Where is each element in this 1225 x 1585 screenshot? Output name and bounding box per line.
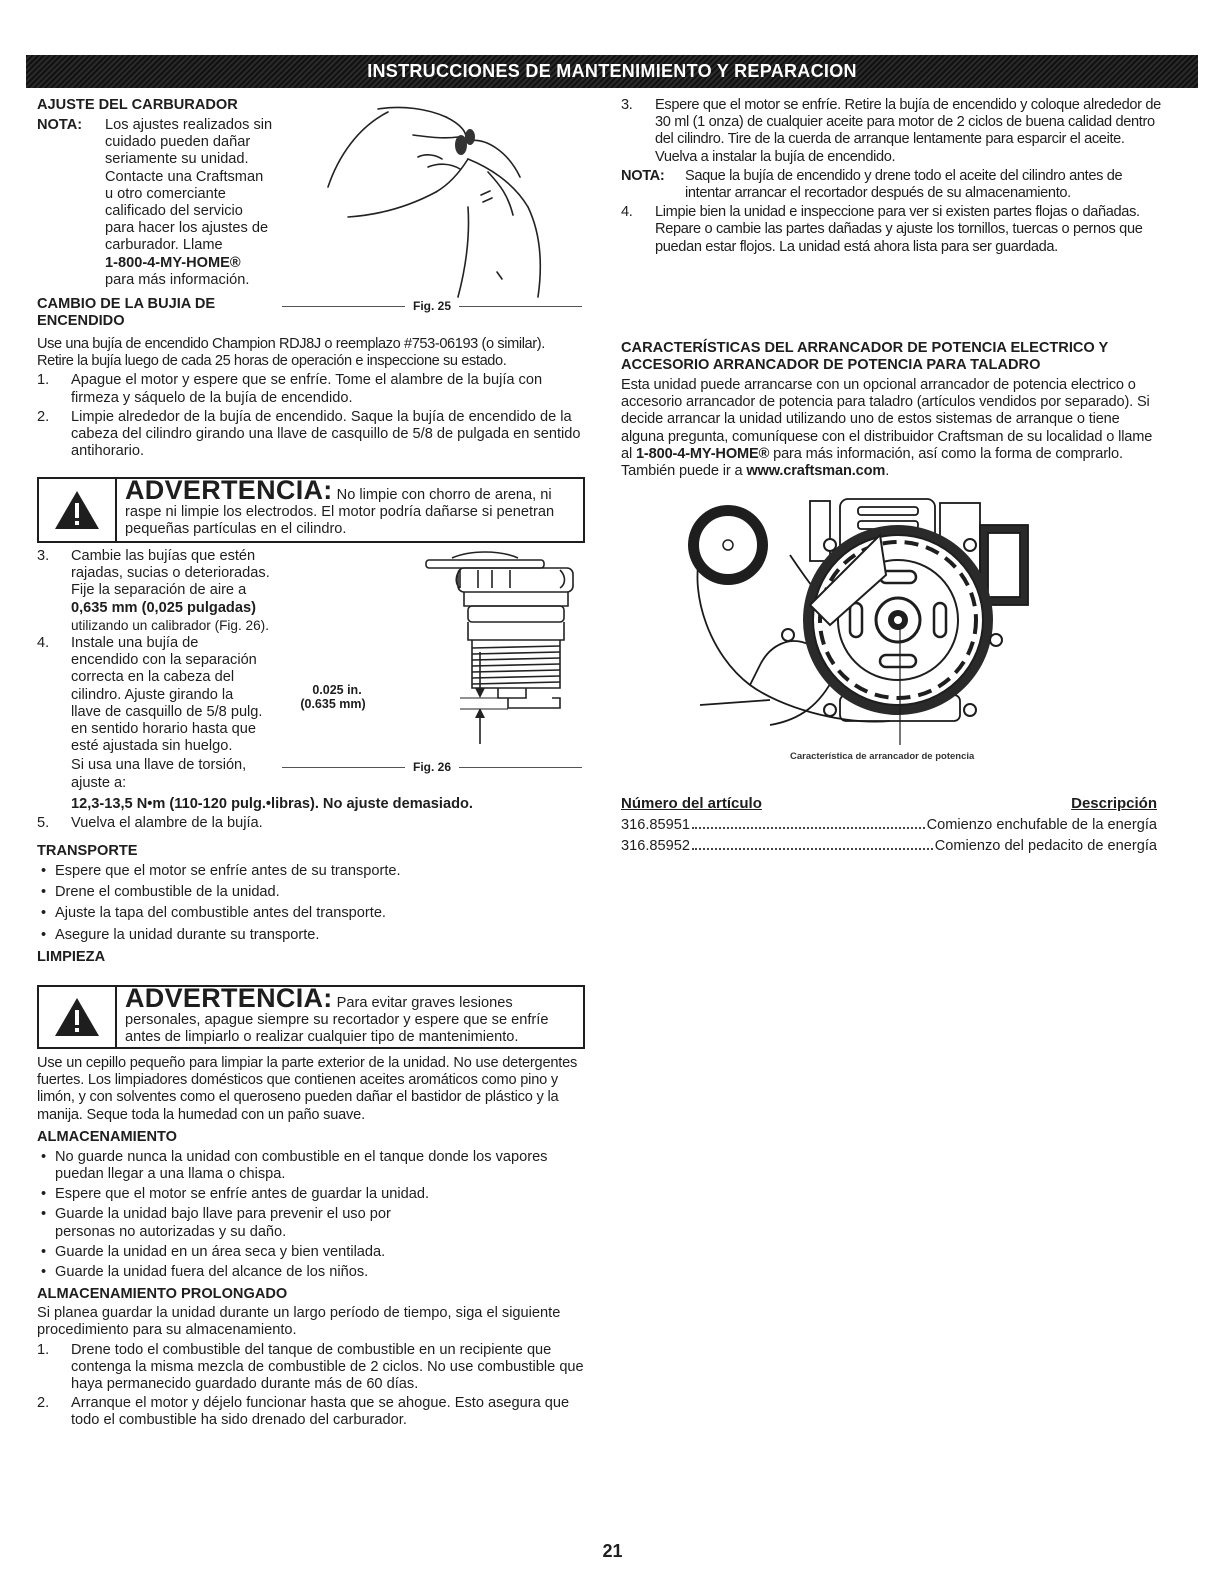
step3-line: Cambie las bujías que estén — [71, 548, 256, 564]
step4-line: en sentido horario hasta que — [71, 721, 256, 738]
fig26-caption — [282, 759, 582, 776]
limpieza-heading: LIMPIEZA — [37, 948, 106, 965]
warning-box-electrodes — [37, 477, 585, 543]
note-text: Saque la bujía de encendido y drene todo el aceite del cilindro antes de intentar arrancar el recortador después de su almacenamiento. — [685, 167, 1123, 202]
spark-plug-illustration — [380, 548, 580, 753]
list-item: • Guarde la unidad en un área seca y bien ventilada. — [37, 1244, 585, 1261]
parts-col-description: Descripción — [1071, 795, 1157, 812]
carb-note-line: Contacte una Craftsman — [105, 168, 264, 185]
part-number: 316.85952 — [621, 838, 690, 855]
step4-line: correcta en la cabeza del — [71, 669, 235, 686]
step-text: Drene todo el combustible del tanque de combustible en un recipiente que contenga la misma mezcla de combustible de 2 ciclos. No use combustible que haya permanecido guardado durante más de 60 días. — [71, 1341, 584, 1393]
step-text: Vuelva el alambre de la bujía. — [71, 815, 263, 832]
starter-body — [621, 377, 1161, 480]
gap-inches: 0.025 in. — [312, 683, 362, 697]
step4-line: llave de casquillo de 5/8 pulg. — [71, 703, 263, 720]
carb-note-line: cuidado pueden dañar — [105, 134, 251, 151]
bujia-torque-and-step5 — [37, 796, 585, 832]
step-text: Limpie bien la unidad e inspeccione para ver si existen partes flojas o dañadas. Repare o cambie las partes dañadas y ajuste los tornillos, tuercas o pernos que puedan estar flojos. La unidad está ahora lista para ser guardada. — [655, 204, 1143, 255]
leader-dots — [692, 848, 933, 850]
bujia-heading-line2: ENCENDIDO — [37, 313, 125, 329]
storage-step-3 — [621, 97, 1161, 166]
prolongado-step — [37, 1342, 585, 1394]
section-banner: INSTRUCCIONES DE MANTENIMIENTO Y REPARACION — [26, 55, 1198, 88]
list-item: • Ajuste la tapa del combustible antes del transporte. — [37, 905, 585, 922]
list-item: • Espere que el motor se enfríe antes de guardar la unidad. — [37, 1186, 585, 1203]
warning-icon — [39, 479, 117, 541]
warning-title: ADVERTENCIA: — [125, 475, 333, 505]
gap-mm: (0.635 mm) — [300, 697, 366, 711]
gap-label — [302, 683, 372, 711]
step-text: Arranque el motor y déjelo funcionar hasta que se ahogue. Esto asegura que todo el combustible ha sido drenado del carburador. — [71, 1395, 570, 1429]
starter-body-a: Esta unidad puede arrancarse con un opcional arrancador de potencia electrico o accesorio arrancador de potencia para taladro (artículos vendidos por separado). Si decide arrancar la unidad utilizando uno de estos sistemas de arranque o tiene alguna pregunta, comuníquese con el distribuidor Craftsman de su localidad o llame al — [621, 377, 1153, 462]
leader-dots — [692, 827, 925, 829]
carb-section — [37, 97, 337, 289]
torque-spec: 12,3-13,5 N•m (110-120 pulg.•libras). No ajuste demasiado. — [71, 796, 473, 812]
list-item: • Espere que el motor se enfríe antes de su transporte. — [37, 863, 585, 880]
step4-line: cilindro. Ajuste girando la — [71, 686, 234, 703]
starter-heading-line1: CARACTERÍSTICAS DEL ARRANCADOR DE POTENCIA ELECTRICO Y — [621, 340, 1109, 356]
carb-note-line: carburador. Llame — [105, 237, 223, 254]
starter-section — [621, 340, 1161, 480]
carb-note-line: u otro comerciante — [105, 185, 226, 202]
warning-text-block — [117, 983, 583, 1047]
limpieza-text: Use un cepillo pequeño para limpiar la parte exterior de la unidad. No use detergentes fuertes. Los limpiadores domésticos que contienen aceites aromáticos como pino y limón, y con solventes como el queroseno pueden dañar el bastidor de plástico y la manija. Seque toda la humedad con un paño suave. — [37, 1055, 578, 1123]
bujia-step — [37, 409, 585, 461]
bujia-step-3 — [37, 548, 307, 634]
step-number: 1. — [37, 372, 50, 389]
fig25-caption — [282, 298, 582, 315]
bujia-step-4 — [37, 635, 307, 792]
bujia-heading-line1: CAMBIO DE LA BUJIA DE — [37, 296, 216, 312]
table-row — [621, 838, 1157, 855]
prolongado-heading: ALMACENAMIENTO PROLONGADO — [37, 1286, 288, 1303]
warning-text-block — [117, 475, 583, 541]
storage-note — [621, 168, 1161, 202]
power-starter-illustration — [680, 495, 1040, 750]
step-number: 3. — [37, 548, 50, 564]
step-text: Limpie alrededor de la bujía de encendido. Saque la bujía de encendido de la cabeza del cilindro girando una llave de casquillo de 5/8 de pulgada en sentido antihorario. — [71, 408, 581, 460]
note-label: NOTA: — [621, 167, 665, 184]
parts-col-number: Número del artículo — [621, 795, 762, 812]
warning-title: ADVERTENCIA: — [125, 983, 333, 1013]
step-number: 5. — [37, 815, 50, 832]
carb-heading: AJUSTE DEL CARBURADOR — [37, 97, 238, 113]
fig25-label: Fig. 25 — [413, 299, 452, 313]
starter-phone: 1-800-4-MY-HOME® — [635, 445, 770, 462]
torque-line: ajuste a: — [71, 774, 127, 791]
list-item: • Drene el combustible de la unidad. — [37, 884, 585, 901]
bujia-body — [37, 336, 585, 460]
right-top — [621, 97, 1161, 256]
starter-caption: Característica de arrancador de potencia — [790, 751, 975, 762]
page-number: 21 — [602, 1541, 623, 1561]
almacenamiento-heading: ALMACENAMIENTO — [37, 1128, 177, 1145]
step4-line: Instale una bujía de — [71, 635, 199, 652]
parts-table — [621, 795, 1157, 856]
carb-phone: 1-800-4-MY-HOME® — [105, 254, 241, 271]
limpieza-body — [37, 1055, 585, 1430]
storage-step-4 — [621, 204, 1161, 256]
starter-web: www.craftsman.com — [746, 463, 886, 480]
prolongado-step — [37, 1395, 585, 1429]
carb-note-line: para hacer los ajustes de — [105, 220, 269, 237]
bujia-step — [37, 372, 585, 406]
step-number: 3. — [621, 97, 633, 113]
step-number: 2. — [37, 1395, 50, 1412]
step-text: Apague el motor y espere que se enfríe. Tome el alambre de la bujía con firmeza y sáquelo de la bujía de encendido. — [71, 372, 543, 406]
carb-note-line: seriamente su unidad. — [105, 151, 249, 168]
part-description: Comienzo enchufable de la energía — [926, 817, 1157, 834]
transporte-section — [37, 843, 585, 966]
transporte-heading: TRANSPORTE — [37, 843, 138, 859]
part-description: Comienzo del pedacito de energía — [934, 838, 1157, 855]
list-item: • Guarde la unidad bajo llave para prevenir el uso por personas no autorizadas y su daño. — [37, 1206, 585, 1240]
carb-note-line: Los ajustes realizados sin — [105, 117, 273, 133]
step4-line: esté ajustada sin huelgo. — [71, 738, 233, 755]
carb-tail: para más información. — [105, 271, 250, 288]
step3-tail: utilizando un calibrador (Fig. 26). — [71, 617, 269, 633]
step3-line: rajadas, sucias o deterioradas. — [71, 565, 270, 582]
bujia-steps-3-4 — [37, 548, 307, 792]
warning-text: Para evitar graves lesiones personales, apague siempre su recortador y espere que se enfríe antes de limpiarlo o realizar cualquier tipo de mantenimiento. — [125, 995, 549, 1046]
warning-text: No limpie con chorro de arena, ni raspe ni limpie los electrodos. El motor podría dañarse si penetran pequeñas partículas en el cilindro. — [125, 487, 555, 538]
bujia-intro: Use una bujía de encendido Champion RDJ8J o reemplazo #753-06193 (o similar). Retire la bujía luego de cada 25 horas de operación e inspeccione su estado. — [37, 336, 545, 370]
step-number: 2. — [37, 408, 50, 425]
step-number: 4. — [37, 635, 50, 652]
table-row — [621, 817, 1157, 834]
torque-line: Si usa una llave de torsión, — [71, 757, 247, 774]
carb-note-label: NOTA: — [37, 117, 83, 133]
warning-box-cleaning — [37, 985, 585, 1049]
step-number: 4. — [621, 204, 633, 221]
fig26-label: Fig. 26 — [413, 760, 452, 774]
warning-icon — [39, 987, 117, 1047]
starter-body-end: . — [885, 463, 890, 480]
starter-heading — [621, 340, 1161, 374]
list-item: • Asegure la unidad durante su transporte. — [37, 927, 585, 944]
step4-line: encendido con la separación — [71, 652, 257, 669]
bujia-heading — [37, 296, 215, 330]
starter-heading-line2: ACCESORIO ARRANCADOR DE POTENCIA PARA TALADRO — [621, 357, 1041, 373]
prolongado-intro: Si planea guardar la unidad durante un largo período de tiempo, siga el siguiente procedimiento para su almacenamiento. — [37, 1305, 561, 1339]
carb-note-line: calificado del servicio — [105, 203, 243, 220]
step-number: 1. — [37, 1341, 50, 1358]
part-number: 316.85951 — [621, 817, 690, 834]
list-item: • Guarde la unidad fuera del alcance de los niños. — [37, 1264, 585, 1281]
step-text: Espere que el motor se enfríe. Retire la bujía de encendido y coloque alrededor de 30 ml (1 onza) de cualquier aceite para motor de 2 ciclos de buena calidad dentro del cilindro. Tire de la cuerda de arranque lentamente para esparcir el aceite. Vuelva a instalar la bujía de encendido. — [655, 97, 1161, 165]
bujia-step-5 — [37, 815, 585, 832]
step3-line: Fije la separación de aire a — [71, 582, 247, 599]
gap-spec: 0,635 mm (0,025 pulgadas) — [71, 599, 256, 616]
carburetor-adjust-illustration — [318, 97, 558, 299]
parts-header — [621, 795, 1157, 812]
starter-body-b: para más información, así como la forma de comprarlo. También puede ir a — [621, 445, 1123, 480]
list-item: • No guarde nunca la unidad con combustible en el tanque donde los vapores puedan llegar a una llama o chispa. — [37, 1149, 585, 1183]
